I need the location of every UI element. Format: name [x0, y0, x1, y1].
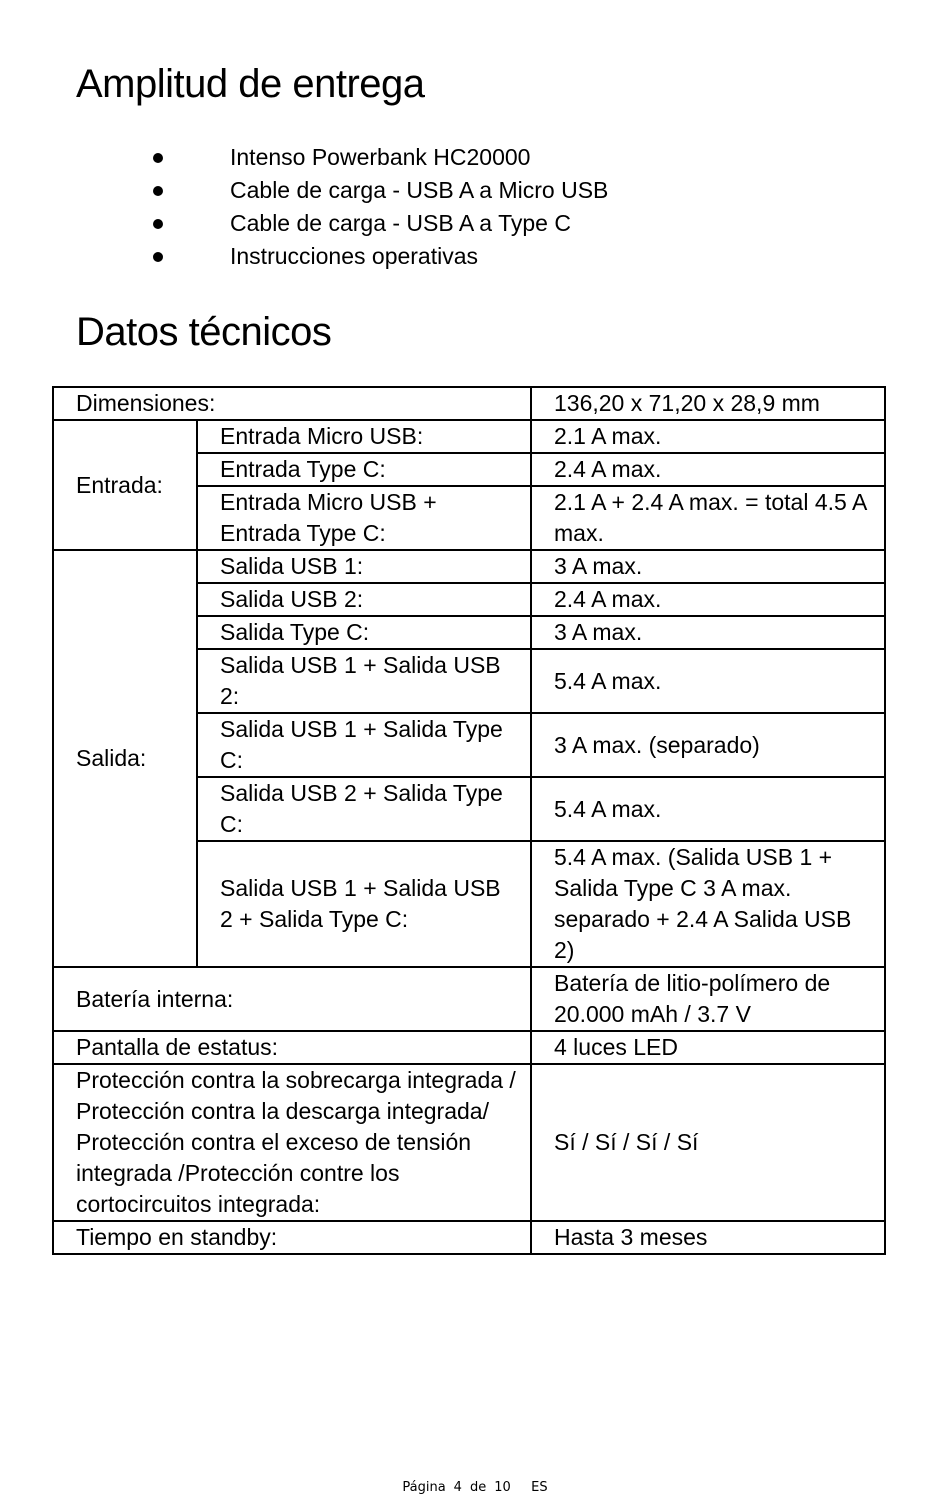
- bullet-icon: [153, 219, 163, 229]
- spec-group-label: Entrada:: [53, 420, 197, 550]
- spec-group-label: Salida:: [53, 550, 197, 967]
- spec-value: 2.4 A max.: [531, 583, 885, 616]
- table-row: [53, 1064, 885, 1221]
- table-row: [53, 1031, 885, 1064]
- table-row: [53, 420, 885, 453]
- page-word: Página: [402, 1480, 446, 1495]
- spec-value: 136,20 x 71,20 x 28,9 mm: [531, 387, 885, 420]
- spec-label: Protección contra la sobrecarga integrada / Protección contra la descarga integrada/ Protección contra el exceso de tensión integrada /Protección contre los cortocircuitos integrada:: [53, 1064, 531, 1221]
- spec-sub-label: Entrada Type C:: [197, 453, 531, 486]
- spec-sub-label: Entrada Micro USB:: [197, 420, 531, 453]
- spec-sub-label: Salida USB 1 + Salida Type C:: [197, 713, 531, 777]
- spec-value: 5.4 A max.: [531, 649, 885, 713]
- spec-label: Pantalla de estatus:: [53, 1031, 531, 1064]
- bullet-icon: [153, 252, 163, 262]
- bullet-icon: [153, 153, 163, 163]
- table-row: [53, 387, 885, 420]
- page-current: 4: [453, 1480, 462, 1495]
- spec-sub-label: Entrada Micro USB + Entrada Type C:: [197, 486, 531, 550]
- spec-sub-label: Salida USB 1:: [197, 550, 531, 583]
- language-code: ES: [531, 1480, 548, 1495]
- page-total: 10: [494, 1480, 511, 1495]
- spec-value: 2.4 A max.: [531, 453, 885, 486]
- spec-table: [52, 386, 886, 1255]
- spec-value: 5.4 A max. (Salida USB 1 + Salida Type C 3 A max. separado + 2.4 A Salida USB 2): [531, 841, 885, 967]
- of-word: de: [469, 1480, 487, 1495]
- table-row: [53, 550, 885, 583]
- spec-value: 2.1 A + 2.4 A max. = total 4.5 A max.: [531, 486, 885, 550]
- spec-sub-label: Salida USB 1 + Salida USB 2:: [197, 649, 531, 713]
- spec-sub-label: Salida Type C:: [197, 616, 531, 649]
- spec-label: Batería interna:: [53, 967, 531, 1031]
- spec-value: 2.1 A max.: [531, 420, 885, 453]
- page-footer: [0, 1480, 950, 1495]
- table-row: [53, 967, 885, 1031]
- spec-sub-label: Salida USB 2:: [197, 583, 531, 616]
- list-item-text: Cable de carga - USB A a Micro USB: [230, 177, 609, 203]
- table-row: [53, 1221, 885, 1254]
- spec-value: 3 A max.: [531, 616, 885, 649]
- tech-heading: Datos técnicos: [76, 310, 332, 354]
- spec-value: Batería de litio-polímero de 20.000 mAh / 3.7 V: [531, 967, 885, 1031]
- spec-sub-label: Salida USB 1 + Salida USB 2 + Salida Type C:: [197, 841, 531, 967]
- bullet-icon: [153, 186, 163, 196]
- spec-value: Sí / Sí / Sí / Sí: [531, 1064, 885, 1221]
- spec-value: 5.4 A max.: [531, 777, 885, 841]
- delivery-heading: Amplitud de entrega: [76, 62, 425, 106]
- spec-value: 4 luces LED: [531, 1031, 885, 1064]
- list-item-text: Instrucciones operativas: [230, 243, 479, 269]
- spec-value: 3 A max.: [531, 550, 885, 583]
- spec-label: Dimensiones:: [53, 387, 531, 420]
- list-item-text: Intenso Powerbank HC20000: [230, 144, 531, 170]
- spec-label: Tiempo en standby:: [53, 1221, 531, 1254]
- spec-value: 3 A max. (separado): [531, 713, 885, 777]
- list-item-text: Cable de carga - USB A a Type C: [230, 210, 571, 236]
- spec-value: Hasta 3 meses: [531, 1221, 885, 1254]
- spec-sub-label: Salida USB 2 + Salida Type C:: [197, 777, 531, 841]
